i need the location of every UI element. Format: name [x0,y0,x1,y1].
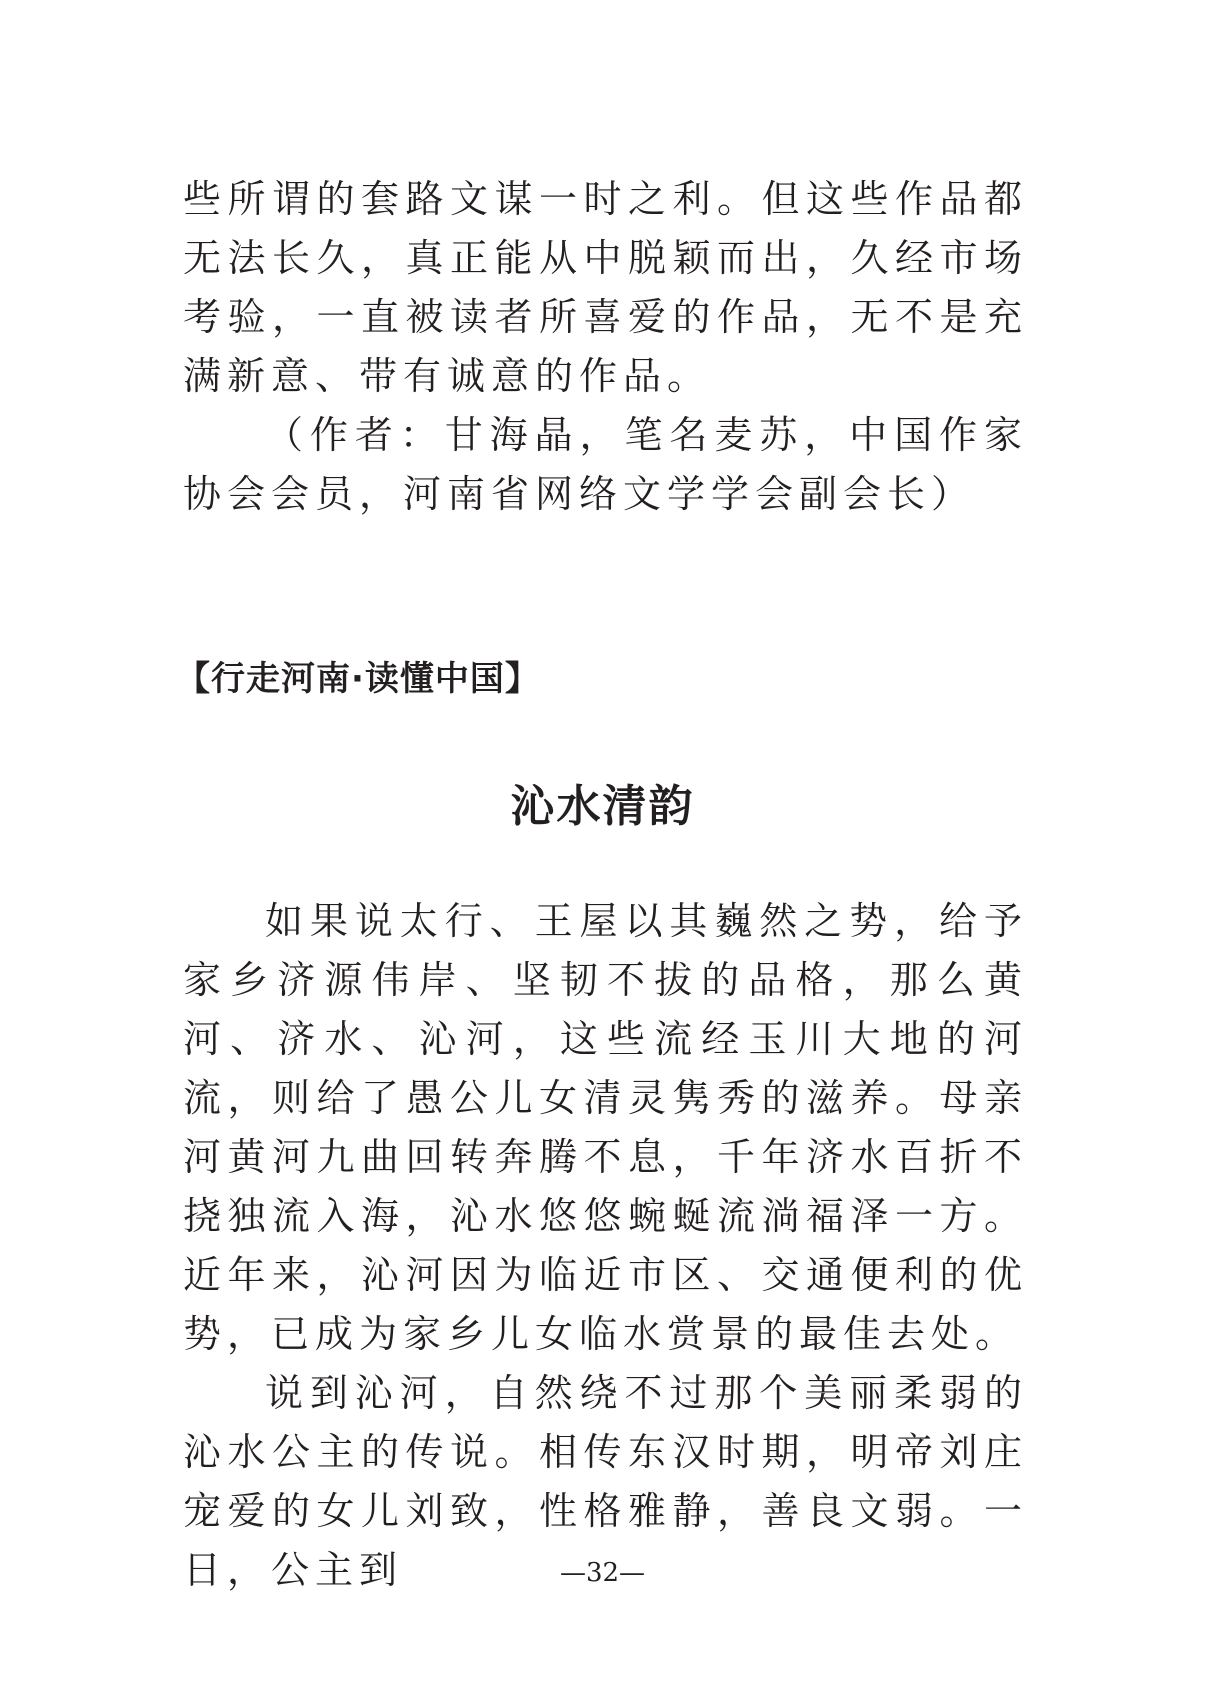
article-paragraph: 说到沁河，自然绕不过那个美丽柔弱的沁水公主的传说。相传东汉时期，明帝刘庄宠爱的女儿刘致，性格雅静，善良文弱。一日，公主到 [183,1371,1028,1592]
article-title: 沁水清韵 [510,781,695,832]
column-label: 【行走河南·读懂中国】 [176,659,540,699]
page-number: —32— [559,1558,646,1588]
previous-article-ending [183,170,1028,524]
author-note: （作者：甘海晶，笔名麦苏，中国作家协会会员，河南省网络文学学会副会长） [183,413,1028,516]
article-paragraph: 如果说太行、王屋以其巍然之势，给予家乡济源伟岸、坚韧不拔的品格，那么黄河、济水、沁河，这些流经玉川大地的河流，则给了愚公儿女清灵隽秀的滋养。母亲河黄河九曲回转奔腾不息，千年济水百折不挠独流入海，沁水悠悠蜿蜒流淌福泽一方。近年来，沁河因为临近市区、交通便利的优势，已成为家乡儿女临水赏景的最佳去处。 [183,899,1028,1356]
previous-article-paragraph: 些所谓的套路文谋一时之利。但这些作品都无法长久，真正能从中脱颖而出，久经市场考验，一直被读者所喜爱的作品，无不是充满新意、带有诚意的作品。 [183,177,1028,398]
article-body [183,892,1028,1600]
